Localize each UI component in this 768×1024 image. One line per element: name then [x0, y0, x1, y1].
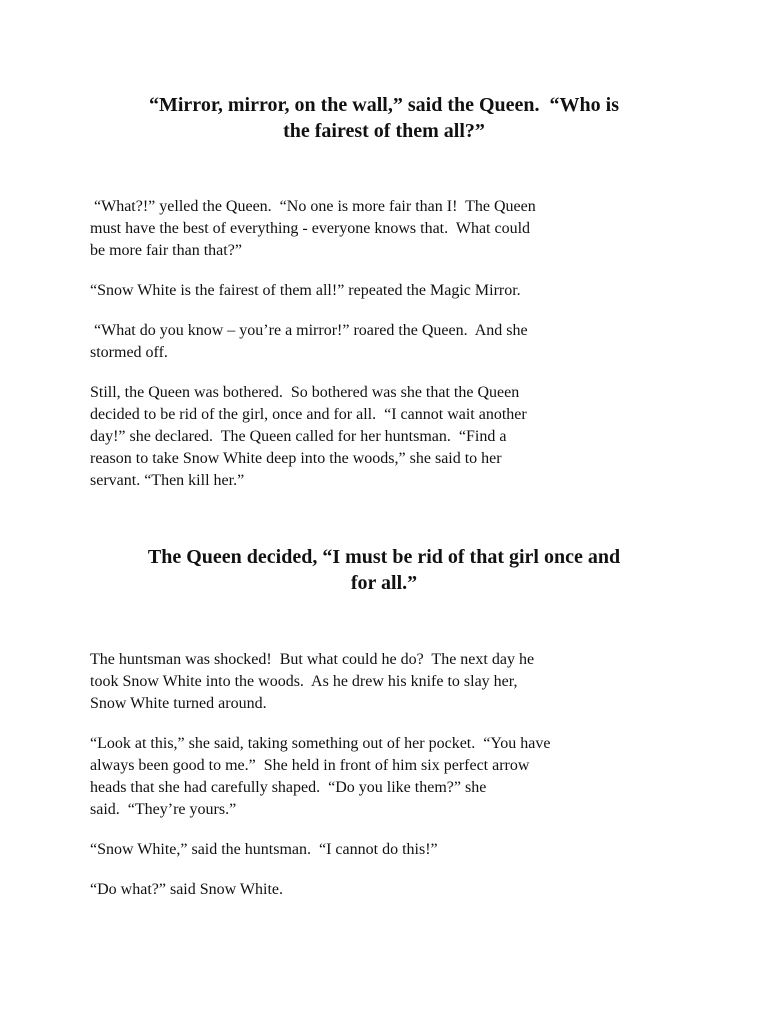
paragraph-arrow-heads	[90, 733, 690, 821]
text-line: heads that she had carefully shaped. “Do you like them?” she	[90, 779, 487, 796]
text-line: “What do you know – you’re a mirror!” roared the Queen. And she	[90, 322, 528, 339]
text-line: took Snow White into the woods. As he drew his knife to slay her,	[90, 673, 518, 690]
heading-line: The Queen decided, “I must be rid of that girl once and	[147, 546, 621, 568]
text-line: The huntsman was shocked! But what could he do? The next day he	[90, 651, 535, 668]
text-line: “Snow White is the fairest of them all!” repeated the Magic Mirror.	[90, 282, 521, 299]
heading-line: for all.”	[350, 572, 418, 594]
paragraph-queen-roars	[90, 320, 690, 364]
text-line: Snow White turned around.	[90, 695, 267, 712]
paragraph-what-yelled	[90, 196, 690, 262]
heading-line: “Mirror, mirror, on the wall,” said the Queen. “Who is	[149, 94, 619, 116]
text-line: must have the best of everything - everyone knows that. What could	[90, 220, 531, 237]
text-line: “Do what?” said Snow White.	[90, 881, 283, 898]
paragraph-queen-bothered	[90, 382, 690, 492]
text-line: day!” she declared. The Queen called for her huntsman. “Find a	[90, 428, 507, 445]
heading-line: the fairest of them all?”	[283, 120, 485, 142]
paragraph-do-what	[90, 879, 690, 901]
heading-mirror-question	[80, 92, 688, 144]
text-line: “Look at this,” she said, taking something out of her pocket. “You have	[90, 735, 551, 752]
text-line: “Snow White,” said the huntsman. “I cannot do this!”	[90, 841, 438, 858]
paragraph-huntsman-shocked	[90, 649, 690, 715]
text-line: reason to take Snow White deep into the woods,” she said to her	[90, 450, 502, 467]
text-line: be more fair than that?”	[90, 242, 242, 259]
text-line: stormed off.	[90, 344, 168, 361]
paragraph-cannot-do-this	[90, 839, 690, 861]
text-line: “What?!” yelled the Queen. “No one is more fair than I! The Queen	[90, 198, 536, 215]
text-line: Still, the Queen was bothered. So bothered was she that the Queen	[90, 384, 520, 401]
text-line: said. “They’re yours.”	[90, 801, 237, 818]
heading-queen-decided	[80, 544, 688, 596]
paragraph-mirror-repeats	[90, 280, 690, 302]
text-line: servant. “Then kill her.”	[90, 472, 245, 489]
text-line: always been good to me.” She held in front of him six perfect arrow	[90, 757, 530, 774]
text-line: decided to be rid of the girl, once and for all. “I cannot wait another	[90, 406, 527, 423]
